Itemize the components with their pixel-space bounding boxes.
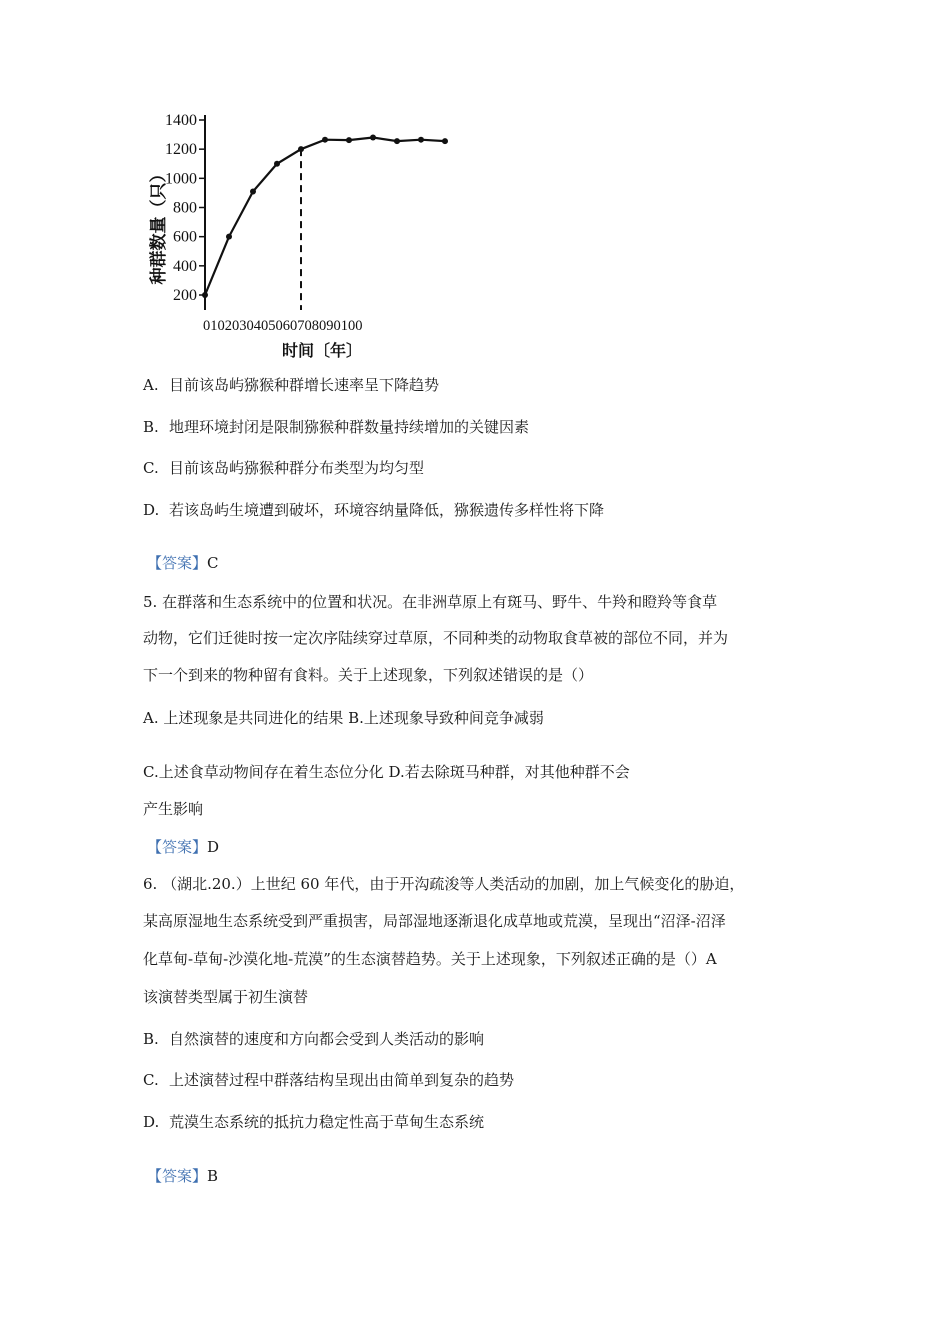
q6-answer: 【答案】B [147, 1167, 219, 1185]
q4-option-d: D. 若该岛屿生境遭到破坏，环境容纳量降低，猕猴遗传多样性将下降 [143, 501, 605, 519]
q4-option-a: A. 目前该岛屿猕猴种群增长速率呈下降趋势 [143, 376, 440, 394]
y-axis-label: 种群数量（只） [149, 165, 169, 285]
data-point [250, 188, 256, 194]
x-axis-tick-labels: 0102030405060708090100 [203, 318, 363, 334]
data-point [226, 234, 232, 240]
data-point [346, 137, 352, 143]
y-tick-label: 600 [173, 228, 197, 246]
y-tick-label: 400 [173, 257, 197, 275]
q6-option-b: B. 自然演替的速度和方向都会受到人类活动的影响 [143, 1030, 485, 1048]
q6-stem-line-2: 某高原湿地生态系统受到严重损害，局部湿地逐渐退化成草地或荒漠，呈现出“沼泽-沼泽 [143, 912, 726, 930]
q6-option-c: C. 上述演替过程中群落结构呈现出由简单到复杂的趋势 [143, 1071, 515, 1089]
y-tick-label: 1200 [165, 141, 197, 159]
data-point [394, 138, 400, 144]
data-point [418, 137, 424, 143]
q5-stem-line-2: 动物，它们迁徙时按一定次序陆续穿过草原，不同种类的动物取食草被的部位不同，并为 [143, 629, 729, 647]
data-point [442, 138, 448, 144]
data-point [274, 161, 280, 167]
q5-stem-line-1: 5. 在群落和生态系统中的位置和状况。在非洲草原上有斑马、野牛、牛羚和瞪羚等食草 [143, 593, 718, 611]
q4-answer: 【答案】C [147, 554, 219, 572]
q5-options-cd: C.上述食草动物间存在着生态位分化 D.若去除斑马种群，对其他种群不会 [143, 763, 630, 781]
q5-stem-line-3: 下一个到来的物种留有食料。关于上述现象，下列叙述错误的是（） [143, 666, 594, 684]
y-tick-label: 1000 [165, 170, 197, 188]
q5-answer: 【答案】D [147, 838, 220, 856]
q4-option-c: C. 目前该岛屿猕猴种群分布类型为均匀型 [143, 459, 425, 477]
x-axis-label: 时间〔年〕 [282, 341, 363, 360]
data-point [370, 135, 376, 141]
q5-options-cd-cont: 产生影响 [143, 800, 204, 818]
q6-stem-line-3: 化草甸-草甸-沙漠化地-荒漠”的生态演替趋势。关于上述现象，下列叙述正确的是（）A [143, 950, 717, 968]
q5-options-ab: A. 上述现象是共同进化的结果 B.上述现象导致种间竞争减弱 [143, 709, 544, 727]
q6-option-d: D. 荒漠生态系统的抵抗力稳定性高于草甸生态系统 [143, 1113, 485, 1131]
data-point [202, 292, 208, 298]
q6-stem-line-4: 该演替类型属于初生演替 [143, 988, 309, 1006]
q4-option-b: B. 地理环境封闭是限制猕猴种群数量持续增加的关键因素 [143, 418, 530, 436]
y-tick-label: 1400 [165, 112, 197, 129]
y-tick-label: 800 [173, 199, 197, 217]
data-point [298, 146, 304, 152]
population-series-line [205, 138, 445, 296]
y-axis-ticks [165, 112, 205, 304]
y-tick-label: 200 [173, 287, 197, 304]
q6-stem-line-1: 6. （湖北.20.）上世纪 60 年代，由于开沟疏浚等人类活动的加剧，加上气候变化的胁迫， [143, 875, 745, 893]
data-point [322, 137, 328, 143]
